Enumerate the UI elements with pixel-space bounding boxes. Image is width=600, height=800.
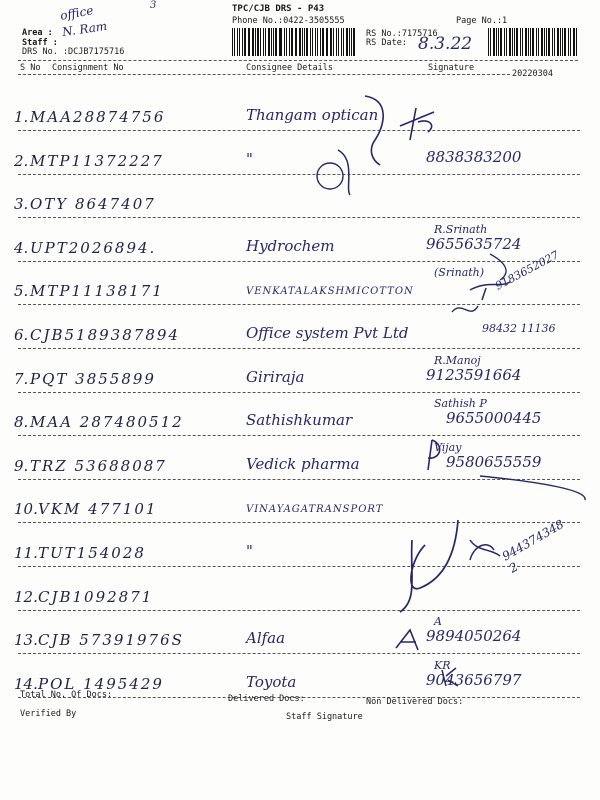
- receiver-phone: 9580655559: [446, 452, 542, 471]
- barcode-bar: [244, 28, 246, 56]
- consignment-number: MTP11138171: [30, 282, 164, 301]
- barcode-bar: [573, 28, 575, 56]
- barcode-bar: [560, 28, 561, 56]
- consignment-row: [14, 615, 584, 663]
- serial-number: 7.: [14, 369, 29, 388]
- row-divider: [18, 217, 580, 218]
- barcode-bar: [500, 28, 502, 56]
- phone-number: Phone No.:0422-3505555: [232, 16, 345, 26]
- barcode-bar: [310, 28, 311, 56]
- barcode-bar: [552, 28, 553, 56]
- barcode-bar: [349, 28, 350, 56]
- barcode-bar: [296, 28, 297, 56]
- row-divider: [18, 130, 580, 131]
- barcode-bar: [322, 28, 324, 56]
- barcode-bar: [568, 28, 569, 56]
- signature-name: KR: [434, 658, 451, 672]
- barcode-bar: [252, 28, 254, 56]
- consignment-number: POL 1495429: [38, 674, 164, 693]
- divider: [18, 74, 510, 75]
- barcode-bar: [351, 28, 352, 56]
- barcode-bar: [490, 28, 491, 56]
- barcode-bar: [306, 28, 308, 56]
- barcode-bar: [562, 28, 563, 56]
- barcode-bar: [557, 28, 559, 56]
- barcode-bar: [509, 28, 511, 56]
- consignment-number: UPT2026894.: [30, 238, 157, 257]
- signature-name: Vijay: [434, 440, 462, 454]
- barcode-bar: [520, 28, 521, 56]
- row-divider: [18, 174, 580, 175]
- corner-mark: 3: [150, 0, 157, 11]
- staff-label: Staff :: [22, 38, 58, 48]
- barcode-bar: [346, 28, 348, 56]
- consignment-row: [14, 100, 584, 140]
- receiver-phone: 9183652027: [493, 248, 561, 294]
- receiver-phone: 9894050264: [426, 627, 522, 646]
- barcode-bar: [506, 28, 507, 56]
- consignment-number: MAA28874756: [30, 108, 166, 126]
- barcode-bar: [255, 28, 256, 56]
- consignee-name: Sathishkumar: [246, 411, 353, 430]
- consignment-number: TUT154028: [38, 544, 146, 562]
- barcode-bar: [336, 28, 337, 56]
- area-label: Area :: [22, 28, 53, 38]
- consignment-row: [14, 318, 584, 358]
- barcode-bar: [315, 28, 317, 56]
- consignment-number: OTY 8647407: [30, 195, 156, 214]
- barcode-bar: [295, 28, 296, 56]
- serial-number: 8.: [14, 413, 29, 432]
- consignee-name: ": [246, 149, 253, 168]
- barcode-bar: [522, 28, 523, 56]
- barcode-bar: [330, 28, 332, 56]
- receiver-phone: 8838383200: [426, 147, 522, 166]
- consignee-name: Thangam optican: [246, 106, 379, 124]
- consignment-number: TRZ 53688087: [30, 456, 167, 475]
- consignee-name: Vedick pharma: [246, 454, 360, 473]
- consignee-name: Hydrochem: [246, 236, 335, 255]
- barcode-bar: [289, 28, 290, 56]
- barcode-bar: [260, 28, 262, 56]
- verified-by-label: Verified By: [20, 709, 77, 719]
- barcode-bar: [544, 28, 545, 56]
- serial-number: 4.: [14, 238, 29, 257]
- barcode-bar: [326, 28, 327, 56]
- serial-number: 1.: [14, 108, 29, 126]
- consignment-number: CJB5189387894: [30, 326, 180, 344]
- row-divider: [18, 653, 580, 654]
- consignment-number: VKM 477101: [38, 500, 158, 519]
- col-consignee: Consignee Details: [246, 63, 333, 73]
- barcode-bar: [299, 28, 301, 56]
- serial-number: 13.: [14, 631, 38, 650]
- barcode-bar: [576, 28, 577, 56]
- signature-name: R.Srinath: [434, 222, 488, 236]
- non-delivered-docs-label: Non Delivered Docs:: [366, 697, 464, 707]
- consignment-row: [14, 517, 584, 576]
- barcode-bar: [488, 28, 489, 56]
- barcode-bar: [320, 28, 321, 56]
- barcode-bar: [286, 28, 287, 56]
- barcode-bar: [312, 28, 313, 56]
- col-sno: S No: [20, 63, 41, 73]
- consignee-name: Alfaa: [246, 629, 286, 648]
- barcode-bar: [257, 28, 258, 56]
- barcode-bar: [493, 28, 495, 56]
- total-docs-label: Total No. Of Docs:: [20, 690, 113, 700]
- serial-number: 6.: [14, 326, 29, 344]
- rs-date-label: RS Date:: [366, 38, 407, 48]
- row-divider: [18, 348, 580, 349]
- barcode-bar: [532, 28, 534, 56]
- consignment-number: CJB1092871: [38, 587, 154, 606]
- barcode-bar: [343, 28, 344, 56]
- barcode-bar: [237, 28, 239, 56]
- barcode-bar: [353, 28, 355, 56]
- consignment-number: PQT 3855899: [30, 369, 156, 388]
- col-consignment: Consignment No: [52, 63, 124, 73]
- barcode-bar: [242, 28, 243, 56]
- consignee-name: VINAYAGATRANSPORT: [246, 504, 384, 516]
- consignment-row: [14, 397, 584, 445]
- receiver-phone: 9043656797: [426, 670, 522, 689]
- barcode-bar: [248, 28, 249, 56]
- barcode-bar: [538, 28, 539, 56]
- barcode-bar: [265, 28, 266, 56]
- handwritten-staff: N. Ram: [61, 18, 108, 40]
- consignee-name: Toyota: [246, 672, 297, 691]
- barcode-bar: [536, 28, 537, 56]
- receiver-phone: 98432 11136: [482, 322, 556, 335]
- barcode-bar: [564, 28, 566, 56]
- barcode-bar: [548, 28, 550, 56]
- consignee-name: Giriraja: [246, 367, 305, 386]
- row-divider: [18, 522, 580, 523]
- barcode-right: [488, 28, 578, 56]
- barcode-bar: [271, 28, 272, 56]
- barcode-bar: [304, 28, 305, 56]
- consignee-name: VENKATALAKSHMICOTTON: [246, 286, 414, 298]
- barcode-bar: [291, 28, 293, 56]
- row-divider: [18, 435, 580, 436]
- serial-number: 12.: [14, 587, 38, 606]
- row-divider: [18, 304, 580, 305]
- barcode-bar: [273, 28, 274, 56]
- page-number: Page No.:1: [456, 16, 508, 26]
- divider: [18, 60, 578, 61]
- barcode-bar: [514, 28, 515, 56]
- signature-name: Sathish P: [434, 397, 487, 411]
- consignment-row: [14, 353, 584, 402]
- serial-number: 3.: [14, 195, 29, 214]
- consignment-row: [14, 580, 584, 620]
- receiver-phone: 9655635724: [426, 234, 522, 253]
- consignment-number: MTP11372227: [30, 151, 164, 170]
- consignment-number: CJB 57391976S: [38, 631, 184, 650]
- consignee-name: Office system Pvt Ltd: [246, 324, 409, 342]
- barcode-bar: [280, 28, 281, 56]
- barcode-bar: [275, 28, 277, 56]
- barcode-bar: [512, 28, 513, 56]
- drs-number: DRS No. :DCJB7175716: [22, 47, 125, 57]
- serial-number: 10.: [14, 500, 38, 519]
- consignment-row: [14, 187, 584, 227]
- barcode-bar: [554, 28, 555, 56]
- barcode-bar: [284, 28, 286, 56]
- serial-number: 2.: [14, 151, 29, 170]
- consignment-row: [14, 222, 584, 271]
- barcode-bar: [496, 28, 497, 56]
- signature-name: A: [434, 615, 442, 629]
- barcode-bar: [279, 28, 280, 56]
- serial-number: 14.: [14, 674, 38, 693]
- barcode-bar: [268, 28, 270, 56]
- barcode-bar: [302, 28, 303, 56]
- barcode-bar: [317, 28, 318, 56]
- consignment-number: MAA 287480512: [30, 413, 184, 432]
- barcode-bar: [234, 28, 235, 56]
- drs-title: TPC/CJB DRS - P43: [232, 4, 325, 14]
- barcode-bar: [239, 28, 240, 56]
- serial-number: 5.: [14, 282, 29, 301]
- barcode-bar: [525, 28, 527, 56]
- delivered-docs-label: Delivered Docs:: [228, 694, 305, 704]
- handwritten-area: office: [59, 3, 95, 23]
- barcode-bar: [530, 28, 531, 56]
- row-divider: [18, 566, 580, 567]
- barcode-bar: [528, 28, 529, 56]
- rs-date-value: 8.3.22: [418, 34, 473, 54]
- row-divider: [18, 261, 580, 262]
- consignment-row: [14, 440, 584, 489]
- barcode-bar: [498, 28, 499, 56]
- row-divider: [18, 392, 580, 393]
- row-divider: [18, 610, 580, 611]
- staff-signature-label: Staff Signature: [286, 712, 363, 722]
- rs-number: RS No.:7175716: [366, 29, 438, 39]
- receiver-phone: 9443743482: [499, 517, 567, 576]
- row-divider: [18, 479, 580, 480]
- barcode-bar: [570, 28, 571, 56]
- barcode-bar: [546, 28, 547, 56]
- barcode-bar: [516, 28, 518, 56]
- consignee-name: ": [246, 542, 253, 560]
- consignment-row: [14, 492, 584, 532]
- consignment-row: [14, 144, 584, 184]
- barcode-bar: [541, 28, 543, 56]
- barcode-bar: [341, 28, 342, 56]
- serial-number: 11.: [14, 544, 38, 562]
- barcode-bar: [249, 28, 250, 56]
- receiver-phone: 9123591664: [426, 365, 522, 384]
- barcode-bar: [232, 28, 233, 56]
- signature-name: R.Manoj: [434, 353, 481, 367]
- col-signature: Signature: [428, 63, 475, 73]
- barcode-bar: [338, 28, 340, 56]
- signature-name: (Srinath): [434, 266, 485, 280]
- date-code: 20220304: [512, 69, 553, 79]
- barcode-bar: [504, 28, 505, 56]
- serial-number: 9.: [14, 456, 29, 475]
- barcode-bar: [263, 28, 264, 56]
- barcode-left: [232, 28, 357, 56]
- receiver-phone: 9655000445: [446, 409, 542, 428]
- barcode-bar: [327, 28, 328, 56]
- consignment-row: [14, 248, 584, 314]
- barcode-bar: [333, 28, 334, 56]
